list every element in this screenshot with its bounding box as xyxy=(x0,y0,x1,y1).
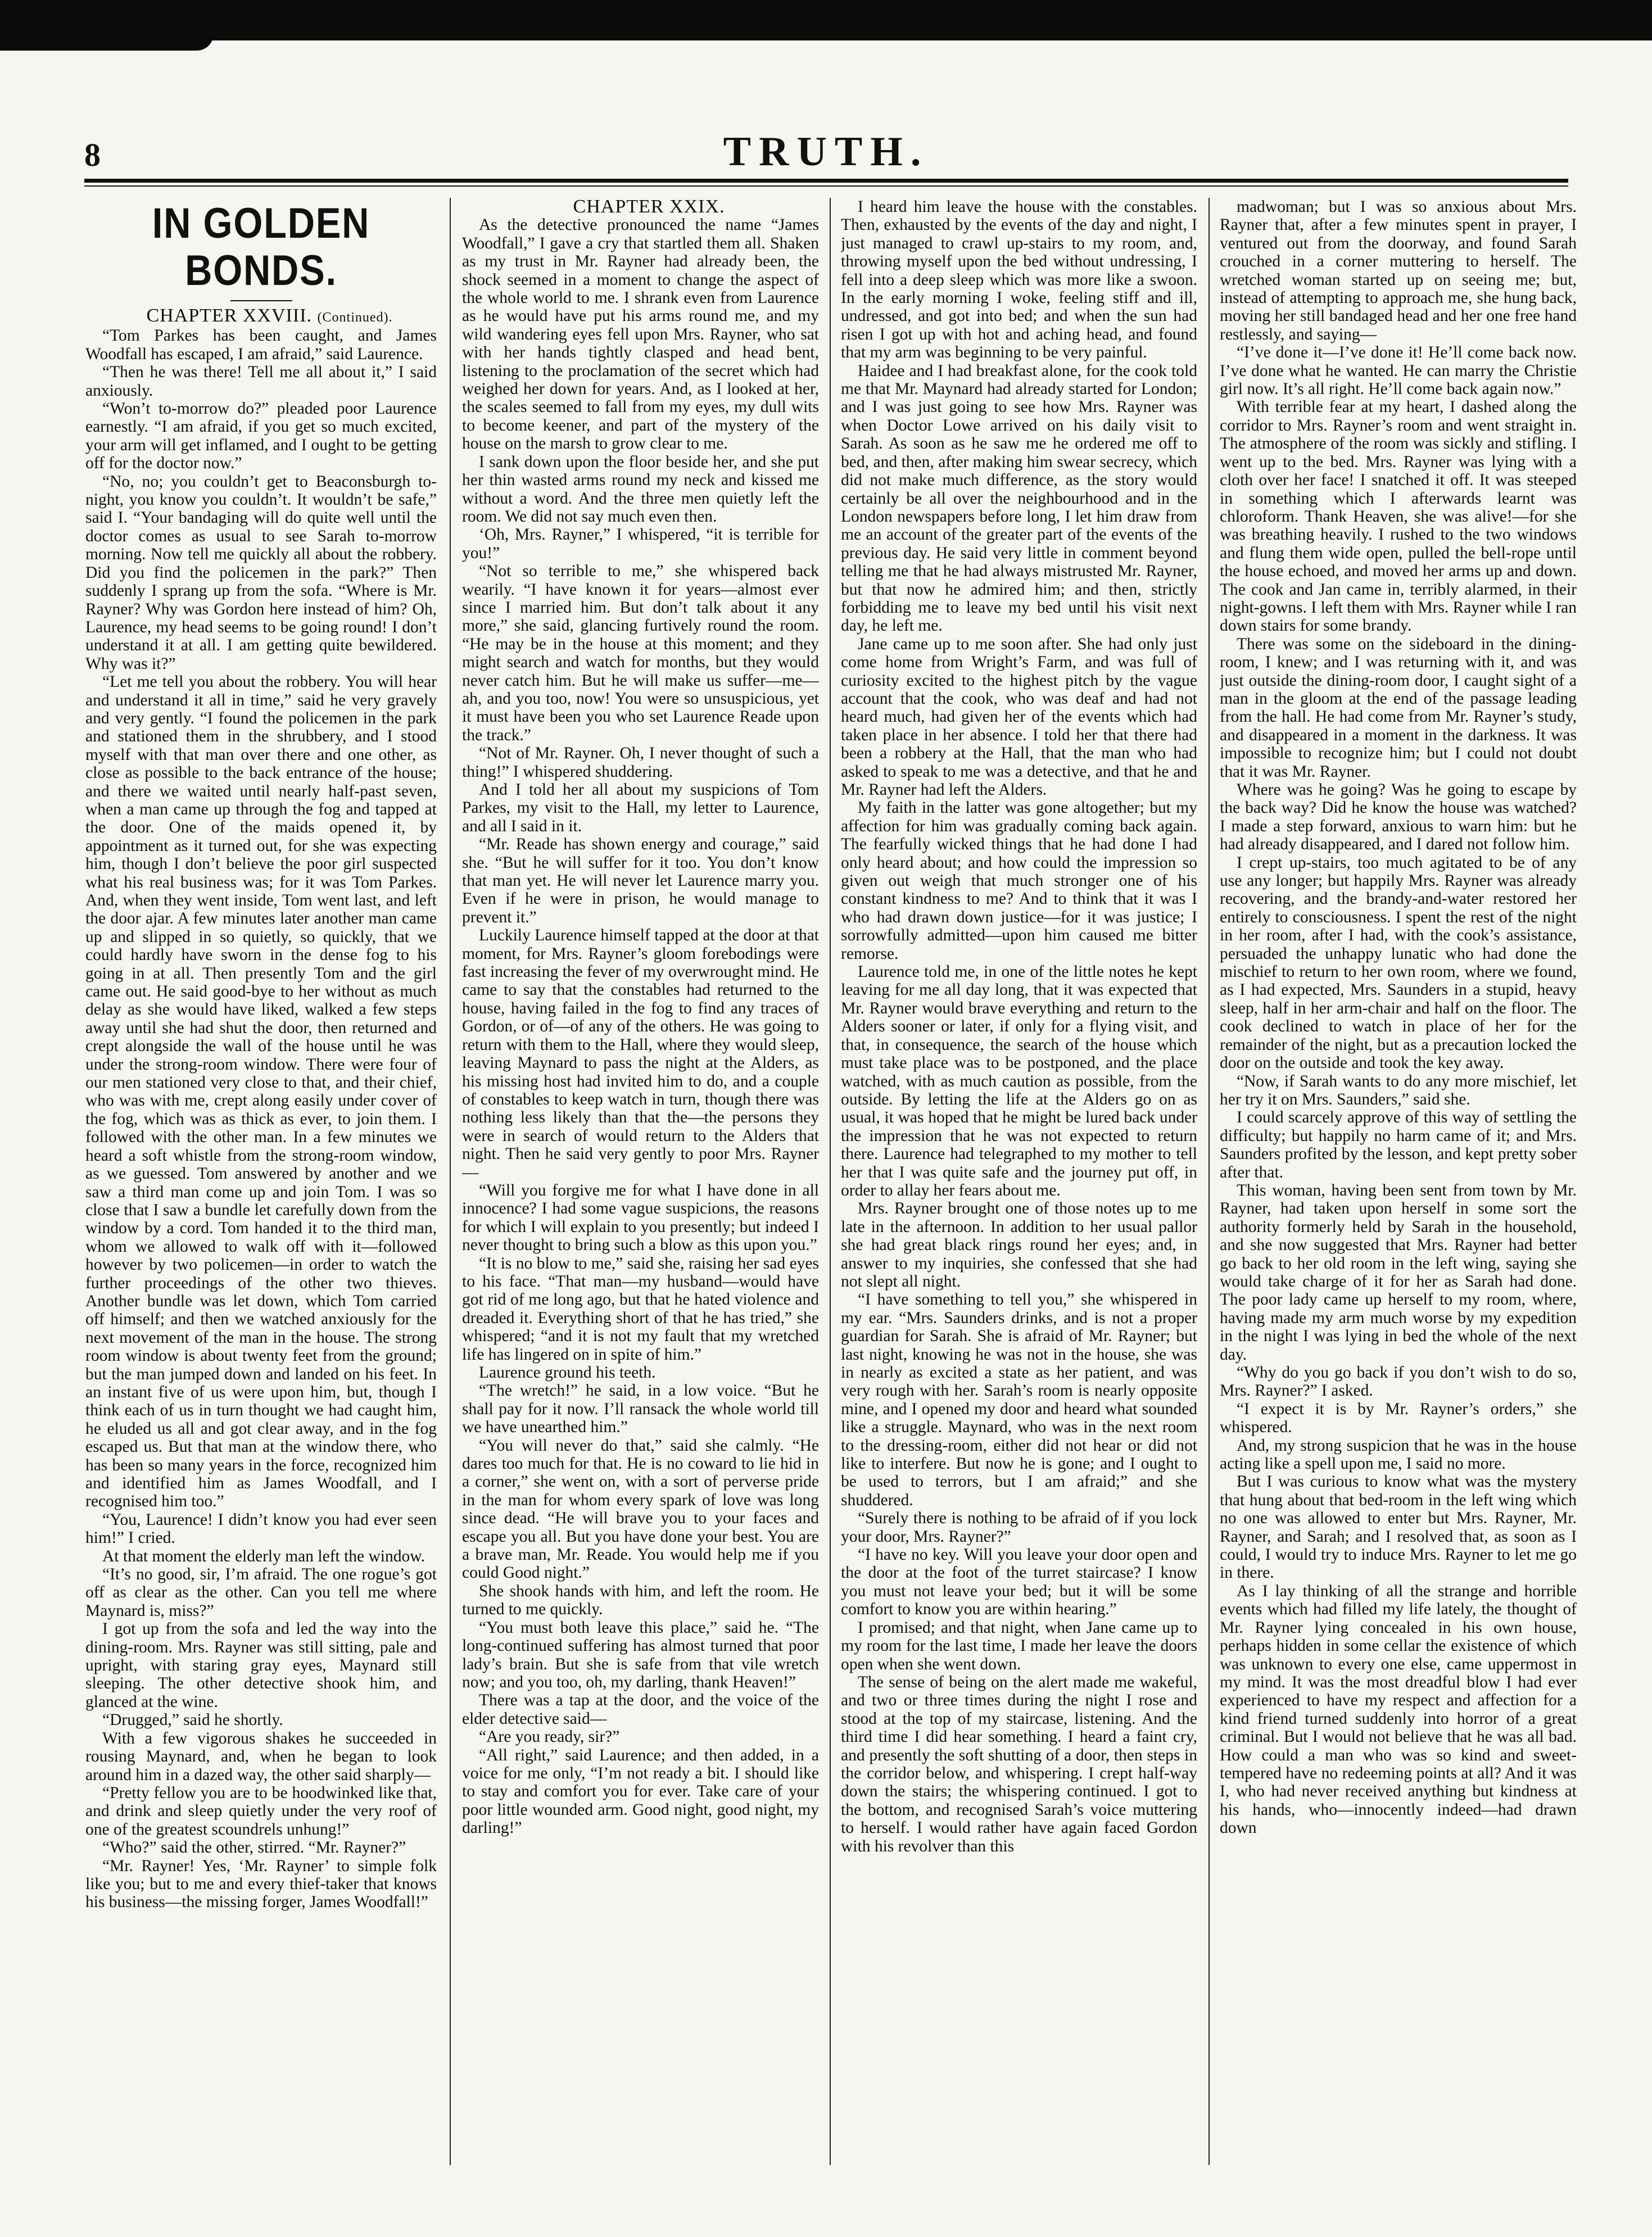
paragraph: madwoman; but I was so anxious about Mrs. Rayner that, after a few minutes spent in prayer, I ventured out from the doorway, and found Sarah crouched in a corner muttering to herself. The wretched woman started up on seeing me; but, instead of attempting to approach me, she hung back, moving her still bandaged head and her one free hand restlessly, and saying— xyxy=(1220,198,1577,343)
paragraph: “The wretch!” he said, in a low voice. “But he shall pay for it now. I’ll ransack the whole world till we have unearthed him.” xyxy=(462,1382,819,1437)
paragraph: And I told her all about my suspicions of Tom Parkes, my visit to the Hall, my letter to Laurence, and all I said in it. xyxy=(462,781,819,835)
paragraph: I heard him leave the house with the constables. Then, exhausted by the events of the day and night, I just managed to crawl up-stairs to my room, and, throwing myself upon the bed without undressing, I fell into a deep sleep which was more like a swoon. In the early morning I woke, feeling stiff and ill, undressed, and got into bed; and when the sun had risen I got up with hot and aching head, and found that my arm was beginning to be very painful. xyxy=(841,198,1197,362)
paragraph: My faith in the latter was gone altogether; but my affection for him was gradually coming back again. The fearfully wicked things that he had done I had only heard about; and how could the impression so given out weigh that much stronger one of his constant kindness to me? And to think that it was I who had drawn down justice—for it was justice; I sorrowfully admitted—upon him caused me bitter remorse. xyxy=(841,799,1197,963)
paragraph: As the detective pronounced the name “James Woodfall,” I gave a cry that startled them all. Shaken as my trust in Mr. Rayner had already been, the shock seemed in a moment to change the aspect of the whole world to me. I shrank even from Laurence as he would have put his arms round me, and my wild wandering eyes fell upon Mrs. Rayner, who sat with her hands tightly clasped and head bent, listening to the proclamation of the secret which had weighed her down for years. And, as I looked at her, the scales seemed to fall from my eyes, my dull wits to become keener, and part of the mystery of the house on the marsh to grow clear to me. xyxy=(462,216,819,453)
paragraph: With a few vigorous shakes he succeeded in rousing Maynard, and, when he began to look around him in a dazed way, the other said sharply— xyxy=(85,1729,437,1784)
scan-top-border xyxy=(0,0,1652,40)
paragraph: “Then he was there! Tell me all about it,” I said anxiously. xyxy=(85,363,437,400)
paragraph: The sense of being on the alert made me wakeful, and two or three times during the night I rose and stood at the top of my staircase, listening. And the third time I did hear something. I heard a faint cry, and presently the soft shutting of a door, then steps in the corridor below, and whispering. I crept half-way down the stairs; the whispering continued. I got to the bottom, and recognised Sarah’s voice muttering to herself. I would rather have again faced Gordon with his revolver than this xyxy=(841,1673,1197,1855)
paragraph: As I lay thinking of all the strange and horrible events which had filled my life lately, the thought of Mr. Rayner lying concealed in his own house, perhaps hidden in some cellar the existence of which was unknown to every one else, came uppermost in my mind. It was the most dreadful blow I had ever experienced to have my respect and affection for a kind friend turned suddenly into horror of a great criminal. But I would not believe that he was all bad. How could a man who was so kind and sweet-tempered have no redeeming points at all? And it was I, who had never received anything but kindness at his hands, who—innocently indeed—had drawn down xyxy=(1220,1582,1577,1837)
paragraph: “Now, if Sarah wants to do any more mischief, let her try it on Mrs. Saunders,” said she. xyxy=(1220,1072,1577,1108)
column-1 xyxy=(85,198,437,2176)
chapter-note: (Continued). xyxy=(317,310,393,325)
paragraph: “Not of Mr. Rayner. Oh, I never thought of such a thing!” I whispered shuddering. xyxy=(462,744,819,781)
paragraph: “It is no blow to me,” said she, raising her sad eyes to his face. “That man—my husband—would have got rid of me long ago, but that he hated violence and dreaded it. Everything short of that he has tried,” she whispered; “and it is not my fault that my wretched life has lingered on in spite of him.” xyxy=(462,1254,819,1364)
column-4-body xyxy=(1220,198,1577,1837)
column-3 xyxy=(841,198,1197,2176)
paragraph: “I have something to tell you,” she whispered in my ear. “Mrs. Saunders drinks, and is not a proper guardian for Sarah. She is afraid of Mr. Rayner; but last night, knowing he was not in the house, she was in nearly as excited a state as her patient, and was very rough with her. Sarah’s room is nearly opposite mine, and I opened my door and heard what sounded like a struggle. Maynard, who was in the next room to the dressing-room, either did not hear or did not like to interfere. But now he is gone; and I ought to be used to terrors, but I am afraid;” and she shuddered. xyxy=(841,1290,1197,1509)
paragraph: “You must both leave this place,” said he. “The long-continued suffering has almost turned that poor lady’s brain. But she is safe from that vile wretch now; and you too, oh, my darling, thank Heaven!” xyxy=(462,1618,819,1691)
paragraph: This woman, having been sent from town by Mr. Rayner, had taken upon herself in some sort the authority formerly held by Sarah in the household, and she now suggested that Mrs. Rayner had better go back to her old room in the left wing, saying she would take charge of it for her as Sarah had done. The poor lady came up herself to my room, where, having made my arm much worse by my expedition in the night I was lying in bed the whole of the next day. xyxy=(1220,1181,1577,1364)
paragraph: And, my strong suspicion that he was in the house acting like a spell upon me, I said no more. xyxy=(1220,1436,1577,1473)
paragraph: “Mr. Rayner! Yes, ‘Mr. Rayner’ to simple folk like you; but to me and every thief-taker that knows his business—the missing forger, James Woodfall!” xyxy=(85,1856,437,1912)
paragraph: I promised; and that night, when Jane came up to my room for the last time, I made her leave the doors open when she went down. xyxy=(841,1618,1197,1673)
paragraph: With terrible fear at my heart, I dashed along the corridor to Mrs. Rayner’s room and went straight in. The atmosphere of the room was sickly and stifling. I went up to the bed. Mrs. Rayner was lying with a cloth over her face! I snatched it off. It was steeped in something which I afterwards learnt was chloroform. Thank Heaven, she was alive!—for she was breathing heavily. I rushed to the two windows and flung them wide open, pulled the bell-rope until the house echoed, and moved her arms up and down. The cook and Jan came in, terribly alarmed, in their night-gowns. I left them with Mrs. Rayner while I ran down stairs for some brandy. xyxy=(1220,398,1577,635)
paragraph: “It’s no good, sir, I’m afraid. The one rogue’s got off as clear as the other. Can you tell me where Maynard is, miss?” xyxy=(85,1565,437,1620)
column-3-body xyxy=(841,198,1197,1855)
paragraph: I could scarcely approve of this way of settling the difficulty; but happily no harm came of it; and Mrs. Saunders profited by the lesson, and kept pretty sober after that. xyxy=(1220,1108,1577,1181)
column-divider xyxy=(450,198,451,2165)
header-rule xyxy=(84,179,1568,183)
paragraph: “Surely there is nothing to be afraid of if you lock your door, Mrs. Rayner?” xyxy=(841,1509,1197,1546)
paragraph: “Who?” said the other, stirred. “Mr. Rayner?” xyxy=(102,1838,406,1857)
paragraph: Laurence ground his teeth. xyxy=(479,1364,656,1382)
paragraph: “Drugged,” said he shortly. xyxy=(102,1711,283,1729)
paragraph: Where was he going? Was he going to escape by the back way? Did he know the house was watched? I made a step forward, anxious to warn him: but he had already disappeared, and I dared not follow him. xyxy=(1220,781,1577,854)
paragraph: She shook hands with him, and left the room. He turned to me quickly. xyxy=(462,1582,819,1619)
chapter-heading: CHAPTER XXIX. xyxy=(573,198,725,217)
paragraph: “Let me tell you about the robbery. You will hear and understand it all in time,” said he very gravely and very gently. “I found the policemen in the park and stationed them in the shrubbery, and I stood myself with that man over there and one other, as close as possible to the back entrance of the house; and there we waited until nearly half-past seven, when a man came up through the fog and tapped at the door. One of the maids opened it, by appointment as it turned out, for she was expecting him, though I don’t believe the poor girl suspected what his real business was; for it was Tom Parkes. And, when they went inside, Tom went last, and left the door ajar. A few minutes later another man came up and slipped in so quietly, so quickly, that we could hardly have sworn in the dense fog to his going in at all. Then presently Tom and the girl came out. He said good-bye to her without as much delay as she would have liked, walked a few steps away until she had shut the door, then returned and crept alongside the wall of the house until he was under the strong-room window. There were four of our men stationed very close to that, and their chief, who was with me, crept along easily under cover of the fog, which was as thick as ever, to join them. I followed with the other man. In a few minutes we heard a soft whistle from the strong-room window, as we guessed. Tom answered by another and we saw a third man come up and join Tom. I was so close that I saw a bundle let carefully down from the window by a cord. Tom handed it to the third man, whom we allowed to walk off with it—followed however by two policemen—in order to watch the further proceedings of the other two thieves. Another bundle was let down, which Tom carried off himself; and then we watched anxiously for the next movement of the man in the house. The strong room window is about twenty feet from the ground; but the man jumped down and landed on his feet. In an instant five of us were upon him, but, though I think each of us in turn thought we had caught him, he eluded us all and got clear away, and in the fog escaped us. But that man at the window there, who has been so many years in the force, recognized him and identified him as James Woodfall, and I recognised him too.” xyxy=(85,673,437,1511)
paragraph: “Why do you go back if you don’t wish to do so, Mrs. Rayner?” I asked. xyxy=(1220,1364,1577,1400)
paragraph: “Not so terrible to me,” she whispered back wearily. “I have known it for years—almost ever since I married him. But don’t talk about it any more,” she said, glancing furtively round the room. “He may be in the house at this moment; and they might search and watch for months, but they would never catch him. But he will make us suffer—me—ah, and you too, now! You were so unsuspicious, yet it must have been you who set Laurence Reade upon the track.” xyxy=(462,562,819,744)
chapter-heading xyxy=(85,307,437,327)
paragraph: ‘Oh, Mrs. Rayner,” I whispered, “it is terrible for you!” xyxy=(462,526,819,562)
paragraph: “Won’t to-morrow do?” pleaded poor Laurence earnestly. “I am afraid, if you get so much excited, your arm will get inflamed, and I ought to be getting off for the doctor now.” xyxy=(85,400,437,473)
paragraph: “Pretty fellow you are to be hoodwinked like that, and drink and sleep quietly under the very roof of one of the greatest scoundrels unhung!” xyxy=(85,1783,437,1838)
chapter-label: CHAPTER XXVIII. xyxy=(146,305,313,326)
paragraph: “I’ve done it—I’ve done it! He’ll come back now. I’ve done what he wanted. He can marry the Christie girl now. It’s all right. He’ll come back again now.” xyxy=(1220,343,1577,399)
paragraph: I sank down upon the floor beside her, and she put her thin wasted arms round my neck and kissed me without a word. And the three men quietly left the room. We did not say much even then. xyxy=(462,452,819,526)
paragraph: Jane came up to me soon after. She had only just come home from Wright’s Farm, and was full of curiosity excited to the highest pitch by the vague account that the cook, who was deaf and had not heard much, had given her of the events which had taken place in her absence. I told her that there had been a robbery at the Hall, that the man who had asked to speak to me was a detective, and that he and Mr. Rayner had left the Alders. xyxy=(841,635,1197,799)
paragraph: But I was curious to know what was the mystery that hung about that bed-room in the left wing which no one was allowed to enter but Mrs. Rayner, Mr. Rayner, and Sarah; and I resolved that, as soon as I could, I would try to induce Mrs. Rayner to let me go in there. xyxy=(1220,1473,1577,1582)
paragraph: Haidee and I had breakfast alone, for the cook told me that Mr. Maynard had already started for London; and I was just going to see how Mrs. Rayner was when Doctor Lowe arrived on his daily visit to Sarah. As soon as he saw me he ordered me off to bed, and then, after making him swear secrecy, which did not make much difference, as the story would certainly be all over the neighbourhood and in the London newspapers before long, I let him draw from me an account of the greater part of the events of the previous day. He said very little in comment beyond telling me that he had always mistrusted Mr. Rayner, but that now he admired him; and then, strictly forbidding me to leave my bed until his visit next day, he left me. xyxy=(841,361,1197,635)
story-title: IN GOLDEN BONDS. xyxy=(152,200,370,295)
column-1-body xyxy=(85,327,437,1911)
header-rule-thin xyxy=(84,185,1568,187)
paragraph: Mrs. Rayner brought one of those notes up to me late in the afternoon. In addition to her usual pallor she had great black rings round her eyes; and, in answer to my inquiries, she confessed that she had not slept all night. xyxy=(841,1199,1197,1290)
paragraph: “You, Laurence! I didn’t know you had ever seen him!” I cried. xyxy=(85,1510,437,1547)
column-2-body xyxy=(462,216,819,1837)
column-2 xyxy=(462,198,819,2176)
paragraph: I crept up-stairs, too much agitated to be of any use any longer; but happily Mrs. Rayner was already recovering, and the brandy-and-water restored her entirely to consciousness. I spent the rest of the night in her room, after I had, with the cook’s assistance, persuaded the unhappy lunatic who had done the mischief to return to her own room, where we found, as I had expected, Mrs. Saunders in a stupid, heavy sleep, half in her arm-chair and half on the floor. The cook declined to watch in place of her for the remainder of the night, but as a precaution locked the door on the outside and took the key away. xyxy=(1220,853,1577,1072)
paragraph: “Are you ready, sir?” xyxy=(479,1728,620,1746)
paragraph: Laurence told me, in one of the little notes he kept leaving for me all day long, that it was expected that Mr. Rayner would brave everything and return to the Alders sooner or later, if only for a flying visit, and that, in consequence, the search of the house which must take place was to be postponed, and the place watched, with as much caution as possible, from the outside. By letting the life at the Alders go on as usual, it was hoped that he might be lured back under the impression that he was not expected to return there. Laurence had telegraphed to my mother to tell her that I was quite safe and the journey put off, in order to allay her fears about me. xyxy=(841,963,1197,1199)
paragraph: “I have no key. Will you leave your door open and the door at the foot of the turret staircase? I know you must not leave your bed; but it will be some comfort to know you are within hearing.” xyxy=(841,1546,1197,1619)
column-divider xyxy=(1209,198,1210,2165)
paragraph: “Mr. Reade has shown energy and courage,” said she. “But he will suffer for it too. You don’t know that man yet. He will never let Laurence marry you. Even if he were in prison, he would manage to prevent it.” xyxy=(462,835,819,926)
paragraph: “No, no; you couldn’t get to Beaconsburgh to-night, you know you couldn’t. It wouldn’t be safe,” said I. “Your bandaging will do quite well until the doctor comes as usual to see Sarah to-morrow morning. Now tell me quickly all about the robbery. Did you find the policemen in the park?” Then suddenly I sprang up from the sofa. “Where is Mr. Rayner? Why was Gordon here instead of him? Oh, Laurence, my head seems to be going round! I don’t understand it at all. I am getting quite bewildered. Why was it?” xyxy=(85,472,437,673)
paragraph: “You will never do that,” said she calmly. “He dares too much for that. He is no coward to lie hid in a corner,” she went on, with a sort of perverse pride in the man for whom every spark of love was long since dead. “He will brave you to your faces and escape you all. But you have done your best. You are a brave man, Mr. Reade. You would help me if you could Good night.” xyxy=(462,1436,819,1582)
column-divider xyxy=(830,198,831,2165)
paragraph: I got up from the sofa and led the way into the dining-room. Mrs. Rayner was still sitting, pale and upright, with staring gray eyes, Maynard still sleeping. The other detective shook him, and glanced at the wine. xyxy=(85,1620,437,1711)
title-rule xyxy=(230,300,292,301)
paragraph: “Tom Parkes has been caught, and James Woodfall has escaped, I am afraid,” said Laurence. xyxy=(85,327,437,363)
column-4 xyxy=(1220,198,1577,2176)
page-number: 8 xyxy=(84,137,101,173)
paragraph: There was a tap at the door, and the voice of the elder detective said— xyxy=(462,1691,819,1728)
paragraph: “Will you forgive me for what I have done in all innocence? I had some vague suspicions, the reasons for which I will explain to you presently; but indeed I never thought to bring such a blow as this upon you.” xyxy=(462,1181,819,1255)
paragraph: “All right,” said Laurence; and then added, in a voice for me only, “I’m not ready a bit. I should like to stay and comfort you for ever. Take care of your poor little wounded arm. Good night, good night, my darling!” xyxy=(462,1746,819,1837)
paragraph: “I expect it is by Mr. Rayner’s orders,” she whispered. xyxy=(1220,1400,1577,1437)
scan-torn-edge xyxy=(0,34,214,51)
paragraph: There was some on the sideboard in the dining-room, I knew; and I was returning with it, and was just outside the dining-room door, I caught sight of a man in the gloom at the end of the passage leading from the hall. He had come from Mr. Rayner’s study, and disappeared in a moment in the darkness. It was impossible to recognize him; but I could not doubt that it was Mr. Rayner. xyxy=(1220,635,1577,781)
paragraph: At that moment the elderly man left the window. xyxy=(102,1547,426,1565)
masthead-title: TRUTH. xyxy=(723,129,929,175)
paragraph: Luckily Laurence himself tapped at the door at that moment, for Mrs. Rayner’s gloom forebodings were fast increasing the fever of my overwrought mind. He came to say that the constables had returned to the house, having failed in the fog to find any traces of Gordon, or of—of any of the others. He was going to return with them to the Hall, where they would sleep, leaving Maynard to pass the night at the Alders, as his missing host had invited him to do, and a couple of constables to keep watch in turn, though there was nothing less likely than that the—the persons they were in search of would return to the Alders that night. Then he said very gently to poor Mrs. Rayner— xyxy=(462,926,819,1181)
